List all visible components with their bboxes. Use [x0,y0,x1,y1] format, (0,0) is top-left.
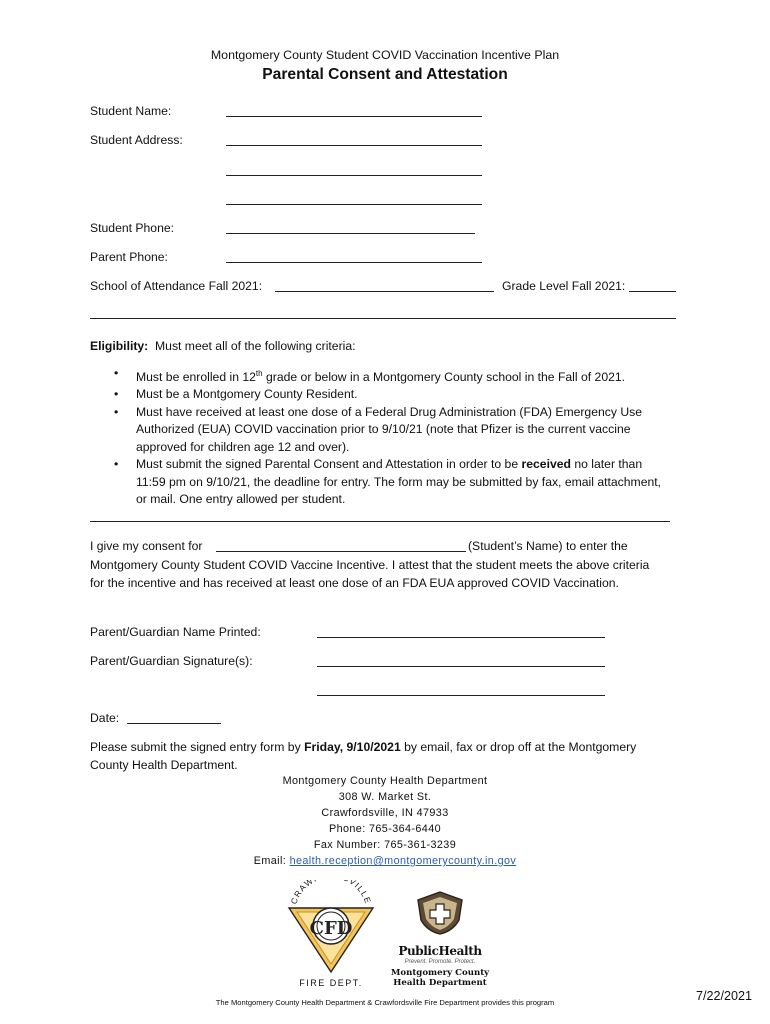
eligibility-intro: Must meet all of the following criteria: [155,339,356,353]
student-address-field-1[interactable] [226,145,482,146]
health-tagline: Prevent. Promote. Protect. [404,959,476,965]
grade-label: Grade Level Fall 2021: [502,279,626,293]
student-address-field-3[interactable] [226,204,482,205]
section-divider-2 [90,521,670,522]
contact-org: Montgomery County Health Department [282,775,488,787]
guardian-signature-field-2[interactable] [317,695,605,696]
fire-dept-badge-icon [285,880,377,988]
footer-note: The Montgomery County Health Department & Crawfordsville Fire Department provides this program [215,998,555,1007]
school-label: School of Attendance Fall 2021: [90,279,263,293]
public-health-shield-icon [415,890,465,936]
student-phone-field[interactable] [226,233,475,234]
public-health-logo [388,888,492,988]
guardian-signature-field-1[interactable] [317,666,605,667]
fire-monogram: CFD [309,918,353,939]
date-field[interactable] [127,723,221,724]
eligibility-heading: Eligibility: [90,339,149,353]
health-org: Montgomery County Health Department [390,968,490,988]
consent-text: Montgomery County Student COVID Vaccine Incentive. I attest that the student meets the above criteria for the incentive and has received at least one dose of an FDA EUA approved COVID Vaccination. [90,558,650,590]
contact-street: 308 W. Market St. [338,791,432,803]
criteria-list [90,365,670,508]
student-name-label: Student Name: [90,104,172,118]
student-phone-label: Student Phone: [90,221,175,235]
section-divider [90,318,676,319]
parent-phone-field[interactable] [226,262,482,263]
consent-prefix: I give my consent for [90,539,203,553]
criteria-item: • Must be a Montgomery County Resident. [114,387,358,402]
criteria-item: • Must have received at least one dose of a Federal Drug Administration (FDA) Emergency Use Authorized (EUA) COVID vaccination prior to 9/10/21 (note that Pfizer is the current vaccine approved for children age 12 and over). [114,404,643,454]
student-name-field[interactable] [226,116,482,117]
guardian-signature-label: Parent/Guardian Signature(s): [90,654,253,668]
contact-city: Crawfordsville, IN 47933 [321,807,449,819]
submit-instructions: Please submit the signed entry form by Friday, 9/10/2021 by email, fax or drop off at the Montgomery County Health Department. [90,740,637,772]
school-field[interactable] [275,291,494,292]
contact-phone: Phone: 765-364-6440 [328,823,442,835]
parent-phone-label: Parent Phone: [90,250,168,264]
student-address-label: Student Address: [90,133,183,147]
grade-field[interactable] [629,291,676,292]
form-title: Parental Consent and Attestation [262,66,508,83]
criteria-item: • Must submit the signed Parental Consent and Attestation in order to be received no later than 11:59 pm on 9/10/21, the deadline for entry. The form may be submitted by fax, email attachment, or mail. One entry allowed per student. [114,457,662,506]
student-address-field-2[interactable] [226,175,482,176]
contact-email-label: Email: [253,855,287,867]
criteria-item: • Must be enrolled in 12th grade or below in a Montgomery County school in the Fall of 2021. [114,366,626,385]
guardian-name-field[interactable] [317,637,605,638]
svg-text:CRAWFORDSVILLE [289,880,374,905]
guardian-name-label: Parent/Guardian Name Printed: [90,625,261,639]
plan-title: Montgomery County Student COVID Vaccination Incentive Plan [210,48,560,62]
contact-email-link[interactable]: health.reception@montgomerycounty.in.gov [289,855,517,867]
fire-top-text: CRAW VILLE [288,880,374,906]
eligibility-line [90,338,356,355]
contact-fax: Fax Number: 765-361-3239 [313,839,457,851]
footer-date: 7/22/2021 [696,989,753,1003]
contact-email-line [0,854,770,870]
consent-student-ref: (Student’s Name) to enter the [468,539,628,553]
fire-dept-logo [285,880,377,988]
health-title: PublicHealth [398,944,482,958]
fire-bottom-text: FIRE DEPT. [299,978,363,988]
date-label: Date: [90,711,120,725]
consent-student-name-field[interactable] [216,551,466,552]
